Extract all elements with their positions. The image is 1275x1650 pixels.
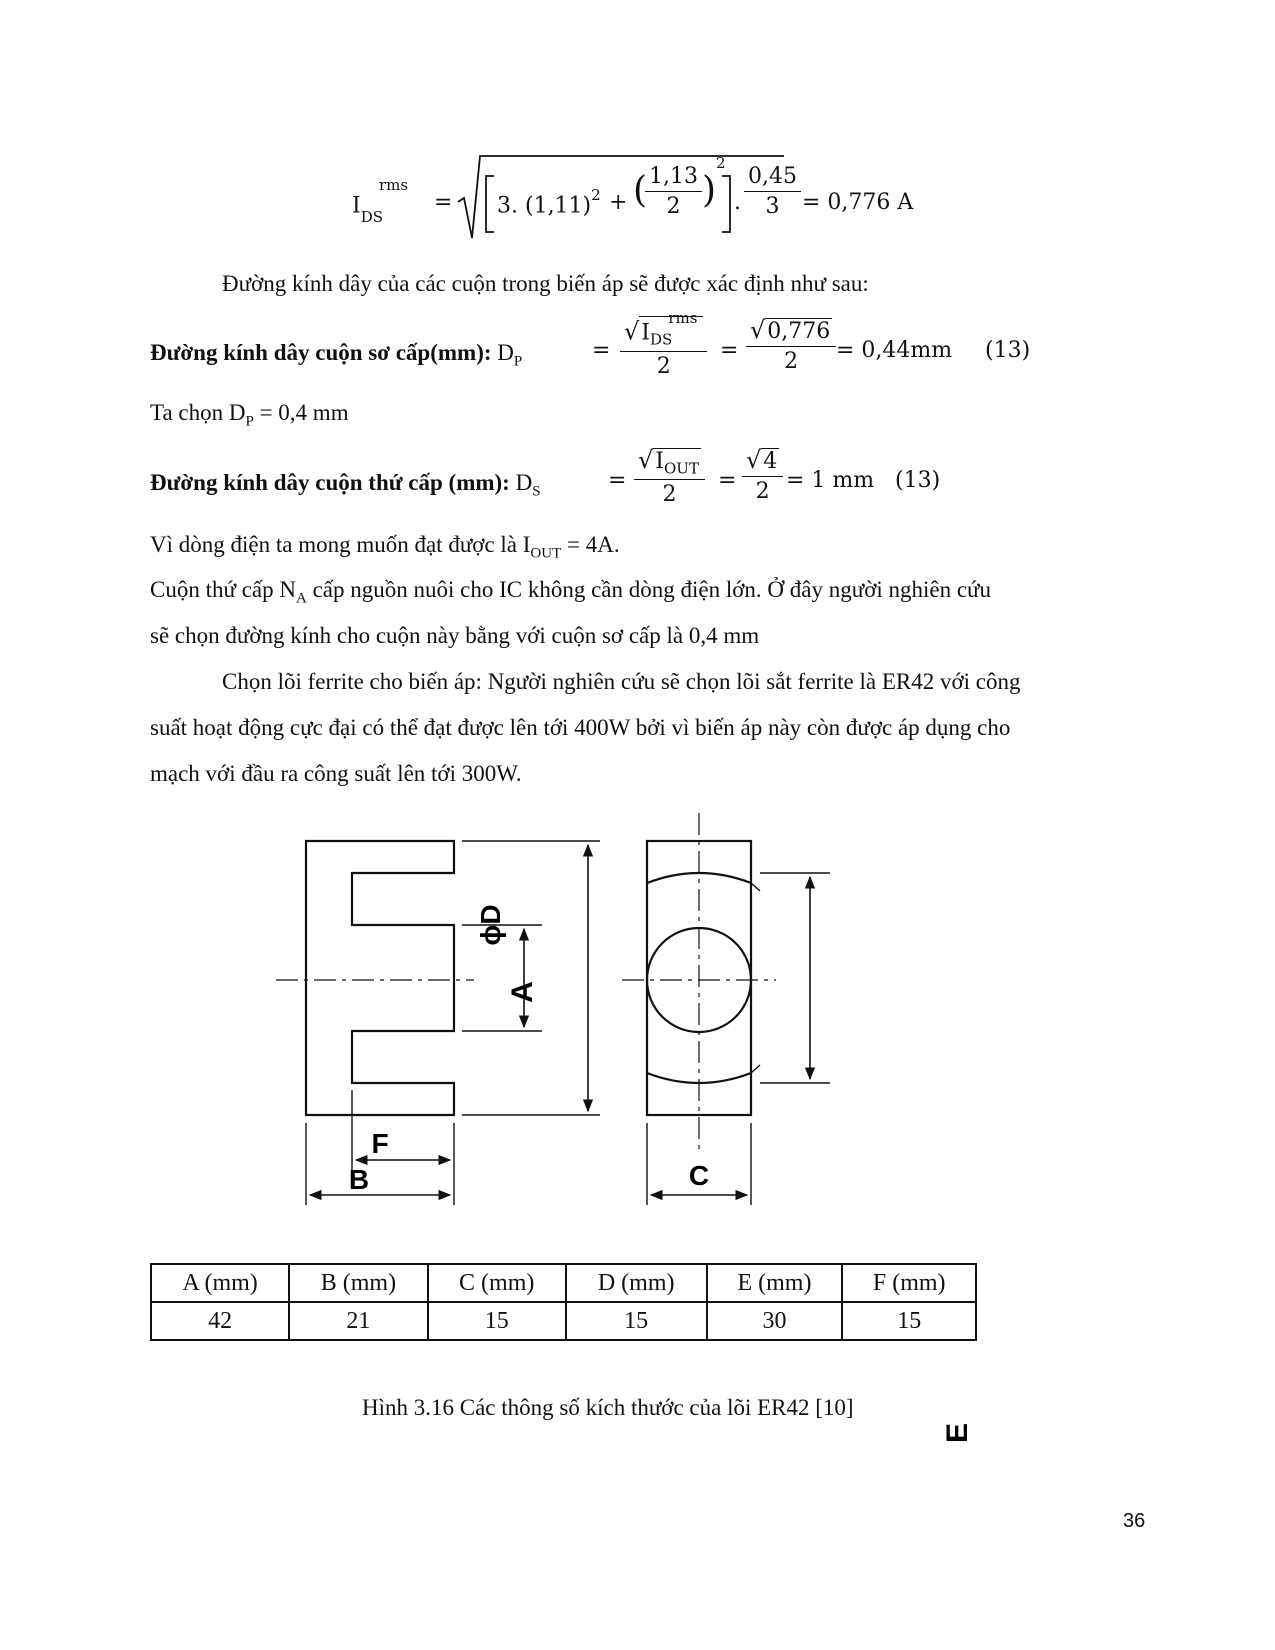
ids-dot: . (734, 190, 741, 215)
ds-eq: = (608, 468, 627, 493)
table-header-cell: C (mm) (428, 1264, 566, 1302)
dp-eq2: = (720, 338, 739, 363)
ferrite-text-line3: mạch với đầu ra công suất lên tới 300W. (150, 761, 522, 786)
label-b: B (348, 1164, 370, 1195)
choose-dp-text: Ta chọn $D_P = 0,4$ mm (150, 400, 349, 430)
ferrite-text-line2: suất hoạt động cực đại có thể đạt được lên tới 400W bởi vì biến áp này còn được áp dụng cho (150, 715, 1011, 740)
label-c: C (688, 1160, 710, 1191)
ds-tag: (13) (895, 468, 941, 493)
ds-result: = 1 mm (786, 468, 875, 493)
table-header-row (151, 1264, 976, 1302)
na-text-line1: Cuộn thứ cấp $N_A$ cấp nguồn nuôi cho IC không cần dòng điện lớn. Ở đây người nghiên cứu (150, 577, 992, 607)
ids-frac2: $\frac{0,45}{3}$ (744, 164, 801, 219)
dp-frac1: $√I_{DS}^{rms}$ 2 (620, 316, 707, 379)
dp-result: = 0,44mm (836, 338, 953, 363)
na-text-line2: sẽ chọn đường kính cho cuộn này bằng với cuộn sơ cấp là 0,4 mm (150, 623, 760, 648)
ids-frac1: $\frac{1,13}{2}$ (645, 164, 702, 219)
intro-text: Đường kính dây của các cuộn trong biến áp sẽ được xác định như sau: (222, 271, 869, 296)
dp-eq: = (592, 338, 611, 363)
table-cell: 42 (151, 1302, 289, 1340)
table-header-cell: B (mm) (289, 1264, 427, 1302)
table-header-cell: A (mm) (151, 1264, 289, 1302)
table-cell: 21 (289, 1302, 427, 1340)
e-core-outline (306, 841, 454, 1115)
ids-inner-left: 3. $(1,11)^2$ (497, 186, 601, 219)
table-header-cell: F (mm) (842, 1264, 976, 1302)
table-cell: 15 (566, 1302, 707, 1340)
page-number: 36 (1123, 1510, 1146, 1532)
ids-paren-open: ( (633, 170, 648, 211)
ids-result: = 0,776 A (802, 190, 914, 215)
figure-caption: Hình 3.16 Các thông số kích thước của lõi ER42 [10] (362, 1395, 854, 1420)
equation-dp (150, 309, 1050, 386)
ids-equals: = (434, 190, 453, 215)
table-row (151, 1302, 976, 1340)
equation-ds (150, 446, 950, 516)
er42-dimensions-table (150, 1263, 977, 1341)
label-a: A (506, 981, 539, 1003)
equation-ids-rms (352, 150, 932, 242)
table-cell: 15 (842, 1302, 976, 1340)
label-f: F (371, 1128, 389, 1159)
ds-frac2: $\frac{√4}{2}$ (742, 446, 783, 504)
ds-frac1: $√I_{OUT}$ 2 (634, 446, 705, 507)
iout-text: Vì dòng điện ta mong muốn đạt được là $I_{OUT} = 4A$. (150, 532, 620, 562)
table-header-cell: D (mm) (566, 1264, 707, 1302)
ids-outer-sq: 2 (716, 154, 726, 172)
dp-frac2: $\frac{√0,776}{2}$ (746, 316, 836, 374)
dp-tag: (13) (985, 338, 1031, 363)
ids-paren-close: ) (702, 170, 717, 211)
dp-label: Đường kính dây cuộn sơ cấp(mm): $D_P$ (150, 340, 523, 370)
table-header-cell: E (mm) (707, 1264, 843, 1302)
ids-plus: + (609, 190, 628, 215)
label-d: ϕD (475, 904, 506, 946)
ids-lhs: $I_{DS}^{rms}$ (352, 176, 409, 226)
ferrite-text-line1: Chọn lõi ferrite cho biến áp: Người nghiên cứu sẽ chọn lõi sắt ferrite là ER42 với công (222, 669, 1021, 694)
table-cell: 30 (707, 1302, 843, 1340)
ds-label: Đường kính dây cuộn thứ cấp (mm): $D_S$ (150, 470, 541, 500)
table-cell: 15 (428, 1302, 566, 1340)
label-e: E (941, 1422, 974, 1444)
ds-eq2: = (718, 468, 737, 493)
